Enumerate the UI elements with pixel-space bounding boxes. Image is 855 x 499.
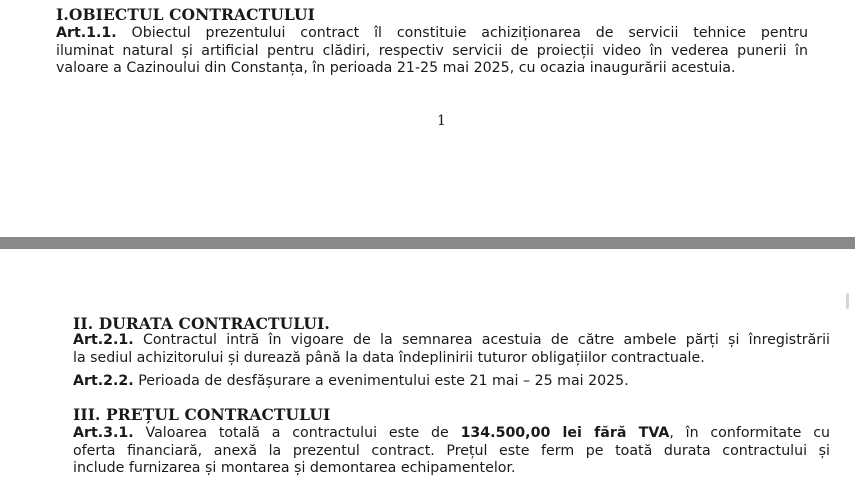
article-2-1-line-1: [73, 332, 830, 350]
section-heading-durata: II. DURATA CONTRACTULUI.: [73, 314, 330, 333]
article-1-1-line-1: [56, 25, 808, 43]
document-page-1: [0, 0, 855, 237]
page-separator: [0, 237, 855, 249]
article-text: , în conformitate cu: [669, 425, 830, 441]
contract-amount: 134.500,00 lei fără TVA: [460, 425, 670, 441]
article-1-1-line-2: iluminat natural și artificial pentru clădiri, respectiv servicii de proiecții video în vederea punerii în: [56, 42, 808, 59]
article-3-1-line-3: include furnizarea și montarea și demontarea echipamentelor.: [73, 460, 516, 476]
article-2-1-line-2: la sediul achizitorului și durează până la data îndeplinirii tuturor obligațiilor contractuale.: [73, 349, 705, 366]
article-label: Art.2.2.: [73, 373, 134, 389]
section-heading-pretul: III. PREȚUL CONTRACTULUI: [73, 405, 331, 424]
article-2-1: [73, 332, 830, 367]
article-label: Art.2.1.: [73, 332, 134, 348]
section-heading-obiectul: I.OBIECTUL CONTRACTULUI: [56, 5, 315, 24]
article-1-1-line-3: valoare a Cazinoului din Constanța, în perioada 21-25 mai 2025, cu ocazia inaugurării acestuia.: [56, 60, 736, 76]
article-3-1: [73, 425, 830, 478]
article-label: Art.3.1.: [73, 425, 134, 441]
article-2-2-line-1: [73, 373, 629, 391]
article-text: Contractul intră în vigoare de la semnarea acestuia de către ambele părți și înregistrării: [142, 332, 831, 348]
article-text: Valoarea totală a contractului este de: [145, 425, 449, 441]
article-2-2: [73, 373, 629, 391]
article-1-1: [56, 25, 808, 78]
article-label: Art.1.1.: [56, 25, 117, 41]
article-text: Perioada de desfășurare a evenimentului este 21 mai – 25 mai 2025.: [138, 373, 629, 389]
scrollbar-thumb[interactable]: [846, 293, 849, 309]
page-number: 1: [437, 113, 446, 129]
article-3-1-line-1: [73, 425, 830, 443]
article-text: Obiectul prezentului contract îl constituie achiziționarea de servicii tehnice pentru: [131, 25, 808, 41]
document-page-2: [0, 249, 855, 499]
article-3-1-line-2: oferta financiară, anexă la prezentul contract. Prețul este ferm pe toată durata contractului și: [73, 442, 830, 459]
